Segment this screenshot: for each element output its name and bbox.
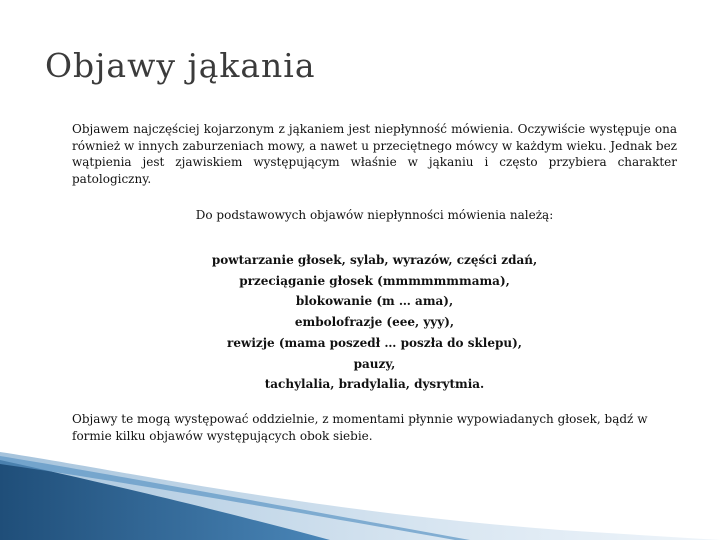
outro-paragraph: Objawy te mogą występować oddzielnie, z momentami płynnie wypowiadanych głosek, bądź w formie kilku objawów występujących obok siebie. bbox=[72, 412, 648, 443]
list-item: powtarzanie głosek, sylab, wyrazów, części zdań, bbox=[211, 253, 538, 267]
intro-paragraph: Objawem najczęściej kojarzonym z jąkaniem jest niepłynność mówienia. Oczywiście występuje ona również w innych zaburzeniach mowy, a nawet u przeciętnego mówcy w każdym wieku. Jednak bez wątpienia jest zjawiskiem występującym właśnie w jąkaniu i często przybiera charakter patologiczny. bbox=[72, 122, 677, 186]
list-heading: Do podstawowych objawów niepłynności mówienia należą: bbox=[195, 208, 554, 222]
list-item: tachylalia, bradylalia, dysrytmia. bbox=[264, 377, 485, 392]
list-item: blokowanie (m … ama), bbox=[295, 294, 454, 309]
list-item: pauzy, bbox=[353, 356, 396, 371]
list-item: embolofrazje (eee, yyy), bbox=[294, 315, 455, 330]
symptom-list bbox=[72, 250, 677, 395]
list-item: przeciąganie głosek (mmmmmmmama), bbox=[239, 273, 510, 288]
wave-decoration bbox=[0, 440, 720, 540]
slide-title: Objawy jąkania bbox=[45, 46, 316, 85]
list-item: rewizje (mama poszedł … poszła do sklepu), bbox=[227, 335, 522, 350]
